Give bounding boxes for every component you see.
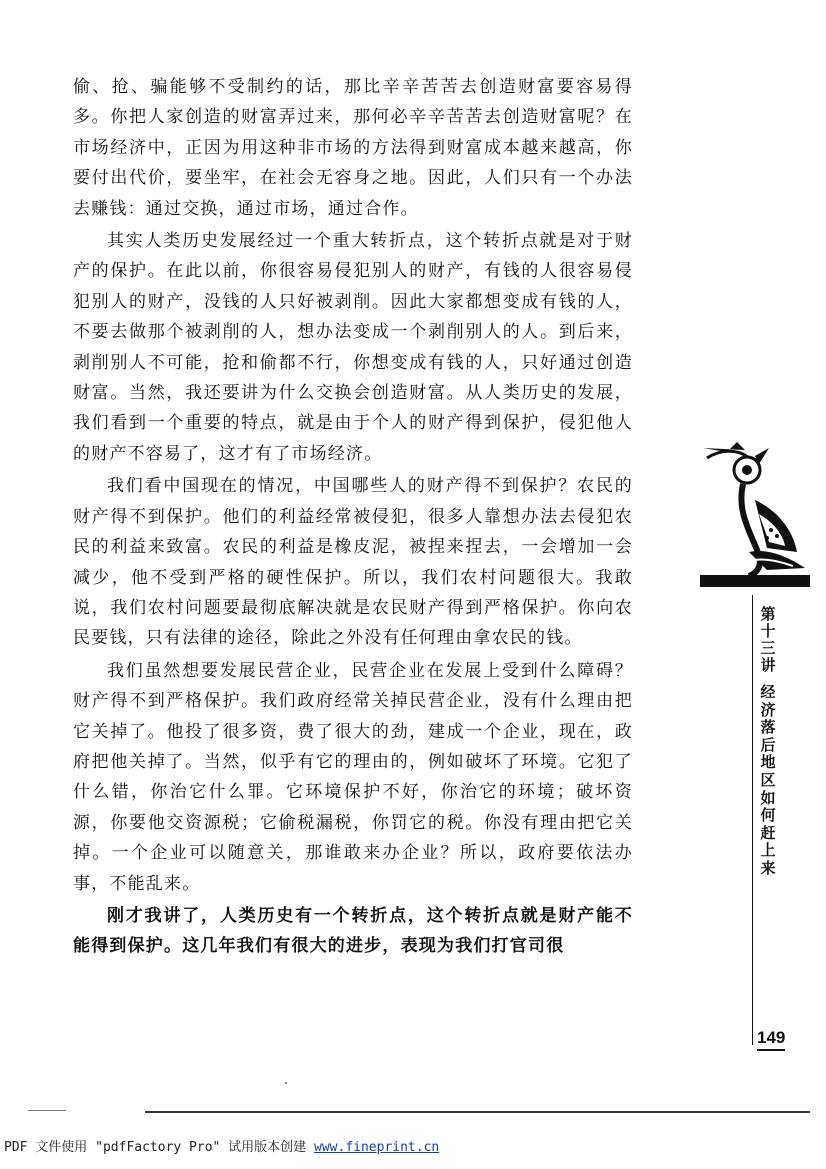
- paragraph-1: 偷、抢、骗能够不受制约的话，那比辛辛苦苦去创造财富要容易得多。你把人家创造的财富弄过来，那何必辛辛苦苦去创造财富呢？在市场经济中，正因为用这种非市场的方法得到财富成本越来越高，你要付出代价，要坐牢，在社会无容身之地。因此，人们只有一个办法去赚钱：通过交换，通过市场，通过合作。: [73, 77, 633, 219]
- chapter-label-char: 三: [760, 639, 776, 657]
- chapter-title-char: 落: [760, 718, 776, 737]
- bird-ornament-icon: [697, 430, 809, 590]
- footer-text: PDF 文件使用 "pdfFactory Pro" 试用版本创建: [4, 1140, 315, 1155]
- chapter-title-char: 上: [760, 841, 776, 860]
- chapter-label-char: 十: [760, 622, 776, 640]
- chapter-label-char: 讲: [760, 656, 776, 674]
- chapter-title-char: 经: [760, 683, 776, 701]
- chapter-title-char: 何: [760, 806, 776, 825]
- bottom-rule: [145, 1111, 810, 1113]
- chapter-label-char: 第: [760, 605, 776, 623]
- chapter-title-char: 后: [760, 735, 776, 754]
- paragraph-3: 我们看中国现在的情况，中国哪些人的财产得不到保护？农民的财产得不到保护。他们的利益经常被侵犯，很多人靠想办法去侵犯农民的利益来致富。农民的利益是橡皮泥，被捏来捏去，一会增加一会减少，他不受到严格的硬性保护。所以，我们农村问题很大。我敢说，我们农村问题要最彻底解决就是农民财产得到严格保护。你向农民要钱，只有法律的途径，除此之外没有任何理由拿农民的钱。: [73, 476, 633, 649]
- chapter-title-char: 区: [760, 770, 776, 789]
- chapter-title-char: 来: [760, 858, 776, 877]
- paragraph-4: 我们虽然想要发展民营企业，民营企业在发展上受到什么障碍？财产得不到严格保护。我们政府经常关掉民营企业，没有什么理由把它关掉了。他投了很多资，费了很大的劲，建成一个企业，现在，政府把他关掉了。当然，似乎有它的理由的，例如破坏了环境。它犯了什么错，你治它什么罪。它环境保护不好，你治它的环境；破坏资源，你要他交资源税；它偷税漏税，你罚它的税。你没有理由把它关掉。一个企业可以随意关，那谁敢来办企业？所以，政府要依法办事，不能乱来。: [73, 660, 633, 894]
- paragraph-5: 刚才我讲了，人类历史有一个转折点，这个转折点就是财产能不能得到保护。这几年我们有很大的进步，表现为我们打官司很: [73, 905, 633, 957]
- sidebar-thick-rule: [700, 575, 810, 587]
- chapter-title-char: 地: [760, 753, 776, 772]
- pdf-footer: [4, 1136, 439, 1155]
- bottom-rule-short: [28, 1110, 66, 1111]
- body-text: [73, 72, 633, 962]
- chapter-title-char: 赶: [760, 823, 776, 842]
- scan-speck: [285, 1082, 287, 1084]
- footer-link[interactable]: www.fineprint.cn: [314, 1140, 440, 1155]
- chapter-title-char: 如: [760, 788, 776, 807]
- chapter-title-char: 济: [760, 700, 776, 719]
- paragraph-2: 其实人类历史发展经过一个重大转折点，这个转折点就是对于财产的保护。在此以前，你很容易侵犯别人的财产，有钱的人很容易侵犯别人的财产，没钱的人只好被剥削。因此大家都想变成有钱的人，不要去做那个被剥削的人，想办法变成一个剥削别人的人。到后来，剥削别人不可能，抢和偷都不行，你想变成有钱的人，只好通过创造财富。当然，我还要讲为什么交换会创造财富。从人类历史的发展，我们看到一个重要的特点，就是由于个人的财产得到保护，侵犯他人的财产不容易了，这才有了市场经济。: [73, 231, 633, 464]
- sidebar-divider: [752, 595, 753, 1045]
- chapter-title: [757, 684, 779, 878]
- page-number: 149: [757, 1028, 785, 1051]
- chapter-label: [757, 606, 779, 674]
